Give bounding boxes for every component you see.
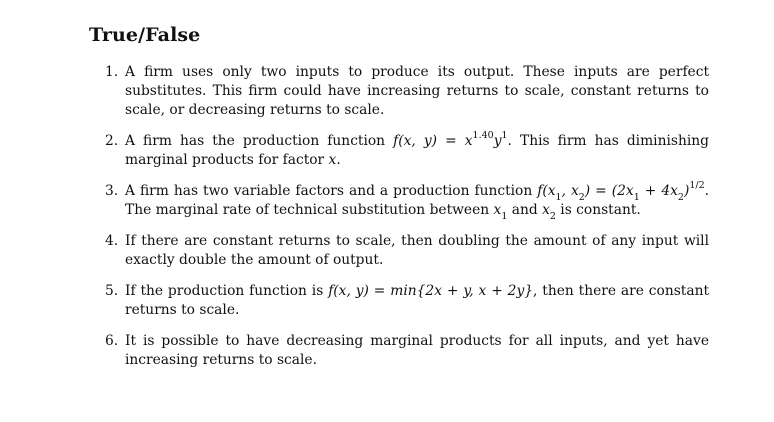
production-function-math: f(x, y) = min{2x + y, x + 2y} <box>328 283 534 299</box>
production-function-math: , x <box>561 183 579 199</box>
subscript: 2 <box>677 191 684 203</box>
production-function-math: + 4x <box>639 183 678 199</box>
question-number: 2. <box>105 133 119 149</box>
production-function-math: ) = (2x <box>584 183 634 199</box>
question-text: A firm has the production function <box>125 133 394 149</box>
question-text: and <box>507 202 543 218</box>
exponent: 1.40 <box>472 130 494 142</box>
math-variable: x <box>493 202 502 218</box>
question-text: A firm uses only two inputs to produce its output. These inputs are perfect substitutes. This firm could have increasing returns to scale, constant returns to scale, or decreasing returns to scale. <box>125 64 709 118</box>
question-item-2 <box>105 132 709 170</box>
section-title: True/False <box>89 24 201 46</box>
question-number: 4. <box>105 233 119 249</box>
question-text: is constant. <box>555 202 641 218</box>
subscript: 1 <box>501 210 508 222</box>
question-text: , then there are constant returns to scale. <box>125 283 710 318</box>
question-text: . The marginal rate of technical substitution between <box>125 183 710 218</box>
subscript: 2 <box>578 191 585 203</box>
math-variable: x <box>542 202 550 218</box>
subscript: 1 <box>633 191 640 203</box>
question-item-3 <box>105 182 709 220</box>
question-item-6 <box>105 332 709 370</box>
subscript: 1 <box>555 191 562 203</box>
question-list <box>105 63 709 382</box>
exponent: 1 <box>501 130 508 142</box>
subscript: 2 <box>549 210 556 222</box>
punctuation: . <box>336 152 341 168</box>
question-number: 5. <box>105 283 119 299</box>
question-text: It is possible to have decreasing marginal products for all inputs, and yet have increasing returns to scale. <box>125 333 709 368</box>
question-item-1 <box>105 63 709 120</box>
production-function-math: f(x <box>537 183 556 199</box>
question-number: 6. <box>105 333 119 349</box>
math-variable: x <box>328 152 337 168</box>
question-text: If there are constant returns to scale, then doubling the amount of any input will exactly double the amount of output. <box>125 233 709 268</box>
production-function-math: ) <box>683 183 690 199</box>
question-number: 3. <box>105 183 119 199</box>
question-text: If the production function is <box>125 283 329 299</box>
math-variable: y <box>493 133 502 149</box>
question-item-4 <box>105 232 709 270</box>
exponent: 1/2 <box>689 180 705 192</box>
question-item-5 <box>105 282 709 320</box>
question-text: . This firm has diminishing marginal products for factor <box>125 133 709 168</box>
production-function-math: f(x, y) = x <box>393 133 473 149</box>
question-text: A firm has two variable factors and a production function <box>125 183 538 199</box>
question-number: 1. <box>105 64 119 80</box>
